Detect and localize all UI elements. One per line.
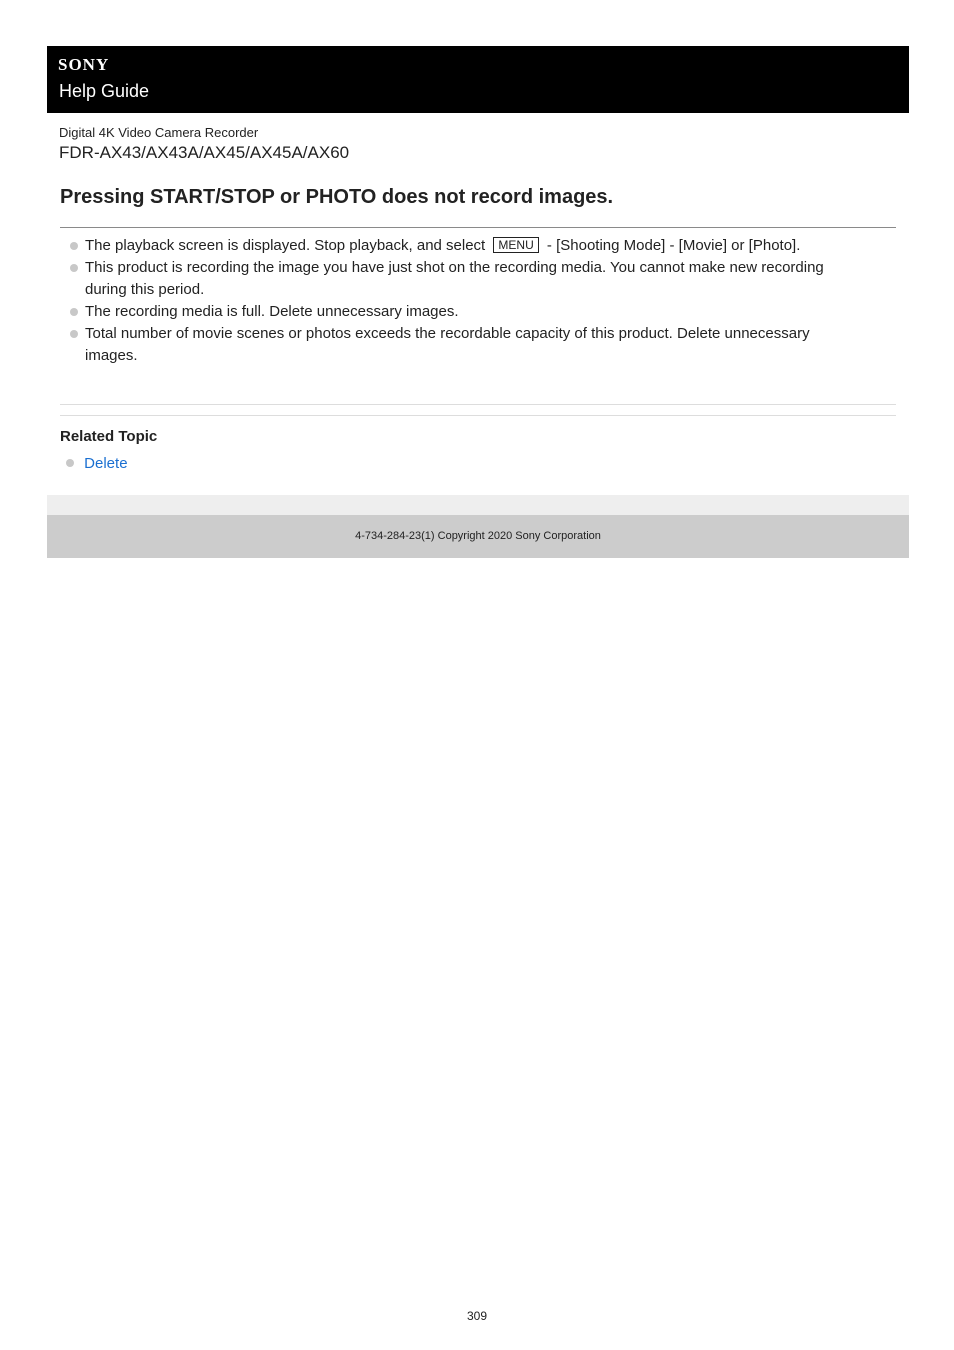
page-number: 309	[466, 1309, 488, 1323]
list-item	[66, 301, 866, 323]
related-link-delete[interactable]: Delete	[84, 455, 128, 472]
product-type: Digital 4K Video Camera Recorder	[59, 125, 259, 140]
sony-logo: SONY	[58, 55, 110, 74]
bullet-dot-icon	[70, 330, 78, 338]
list-item	[66, 235, 866, 257]
list-item	[66, 257, 866, 301]
list-item-text: Total number of movie scenes or photos exceeds the recordable capacity of this product. Delete unnecessary images.	[85, 325, 810, 364]
model-name: FDR-AX43/AX43A/AX45/AX45A/AX60	[59, 143, 350, 162]
list-item-text: This product is recording the image you have just shot on the recording media. You cannot make new recording during this period.	[85, 259, 824, 298]
section-divider	[60, 415, 896, 416]
list-item-text: - [Shooting Mode] - [Movie] or [Photo].	[546, 237, 801, 254]
bullet-dot-icon	[66, 459, 74, 467]
bullet-dot-icon	[70, 264, 78, 272]
header-bar	[47, 46, 909, 113]
help-guide-title: Help Guide	[59, 81, 150, 101]
footer-spacer	[47, 495, 909, 515]
page-title: Pressing START/STOP or PHOTO does not record images.	[60, 186, 614, 208]
related-topic-heading: Related Topic	[60, 428, 158, 445]
title-divider	[60, 227, 896, 228]
cause-list	[66, 235, 866, 367]
list-item-text: The recording media is full. Delete unnecessary images.	[85, 303, 459, 320]
related-topic-item	[66, 455, 128, 473]
footer	[47, 515, 909, 558]
copyright-text: 4-734-284-23(1) Copyright 2020 Sony Corporation	[355, 530, 601, 542]
menu-key-icon: MENU	[493, 237, 538, 253]
bullet-dot-icon	[70, 308, 78, 316]
bullet-dot-icon	[70, 242, 78, 250]
section-divider	[60, 404, 896, 405]
list-item-text: The playback screen is displayed. Stop playback, and select	[85, 237, 486, 254]
list-item	[66, 323, 866, 367]
